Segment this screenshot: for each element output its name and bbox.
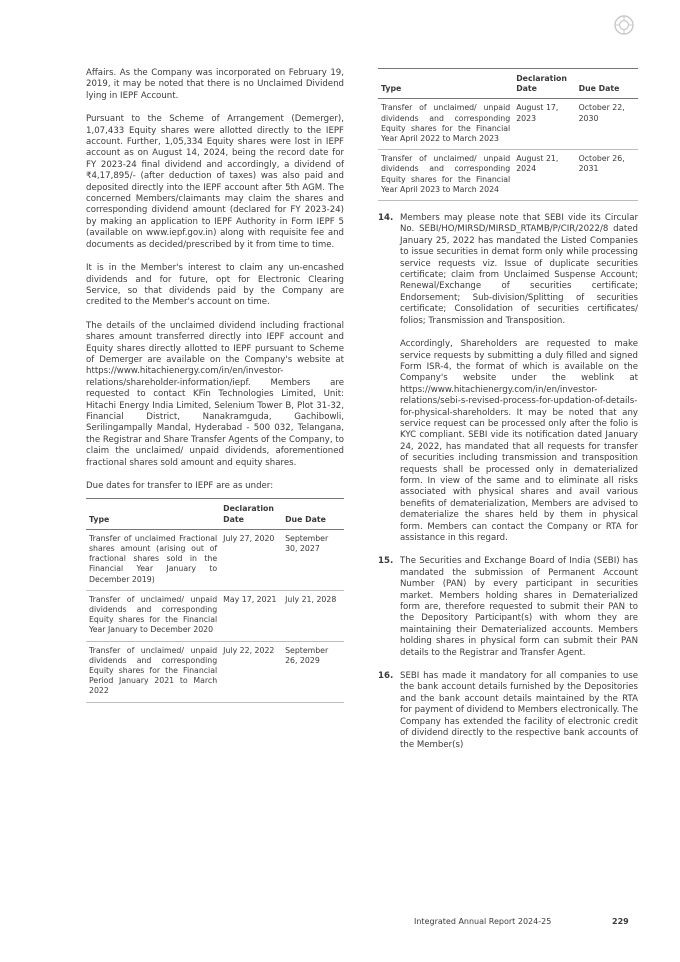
cell-declaration-date: August 21, 2024 xyxy=(513,150,575,201)
paragraph-sebi-demat-circular: Members may please note that SEBI vide its Circular No. SEBI/HO/MIRSD/MIRSD_RTAMB/P/CIR/2022/8 dated January 25, 2022 has mandated the Listed Companies to issue securities in demat form only while processing service requests viz. Issue of duplicate securities certificate; claim from Unclaimed Suspense Account; Renewal/Exchange of securities certificate; Endorsement; Sub-division/Splitting of securities certificate; Consolidation of securities certificates/ folios; Transmission and Transposition. xyxy=(400,213,638,326)
cell-type: Transfer of unclaimed/ unpaid dividends and corresponding Equity shares for the Financial Period January 2021 to March 2022 xyxy=(86,641,220,702)
cell-declaration-date: July 27, 2020 xyxy=(220,529,282,590)
paragraph-service-requests: Accordingly, Shareholders are requested to make service requests by submitting a duly filled and signed Form ISR-4, the format of which is available on the Company's website under the weblink at https://www.hitachienergy.com/in/en/investor-relations/sebi-s-revised-process-for-updation-of-details-for-physical-shareholders. It may be noted that any service request can be processed only after the folio is KYC compliant. SEBI vide its notification dated January 24, 2022, has mandated that all requests for transfer of securities including transmission and transposition requests shall be processed only in dematerialized form. In view of the same and to eliminate all risks associated with physical shares and avail various benefits of dematerialization, Members are advised to dematerialize the shares held by them in physical form. Members can contact the Company or RTA for assistance in this regard. xyxy=(400,339,638,543)
table-row xyxy=(86,641,344,702)
table-header-row xyxy=(86,499,344,529)
table-row xyxy=(378,150,638,201)
cell-type: Transfer of unclaimed/ unpaid dividends and corresponding Equity shares for the Financial Year April 2023 to March 2024 xyxy=(378,150,513,201)
company-emblem-icon xyxy=(613,14,635,36)
header-type: Type xyxy=(86,499,220,529)
paragraph-incorporation: Affairs. As the Company was incorporated on February 19, 2019, it may be noted that there is no Unclaimed Dividend lying in IEPF Account. xyxy=(86,68,344,101)
list-item-16 xyxy=(378,671,638,751)
cell-due-date: October 26, 2031 xyxy=(576,150,638,201)
table-row xyxy=(378,99,638,150)
table-header-row xyxy=(378,69,638,99)
cell-due-date: September 26, 2029 xyxy=(282,641,344,702)
item-number: 14. xyxy=(378,213,394,224)
paragraph-bank-details: SEBI has made it mandatory for all companies to use the bank account details furnished by the Depositories and the bank account details maintained by the RTA for payment of dividend to Members electronically. The Company has extended the facility of electronic credit of dividend directly to the respective bank accounts of the Member(s) xyxy=(400,671,638,750)
paragraph-pan-mandate: The Securities and Exchange Board of India (SEBI) has mandated the submission of Permanent Account Number (PAN) by every participant in securities market. Members holding shares in Dematerialized form are, therefore requested to submit their PAN to the Depository Participant(s) with whom they are maintaining their Dematerialized accounts. Members holding shares in physical form can submit their PAN details to the Registrar and Transfer Agent. xyxy=(400,556,638,658)
cell-due-date: September 30, 2027 xyxy=(282,529,344,590)
table-row xyxy=(86,590,344,641)
item-number: 16. xyxy=(378,671,394,682)
header-due-date: Due Date xyxy=(282,499,344,529)
table-row xyxy=(86,529,344,590)
header-due-date: Due Date xyxy=(576,69,638,99)
due-dates-lead: Due dates for transfer to IEPF are as under: xyxy=(86,481,274,491)
iepf-due-dates-table-2 xyxy=(378,68,638,201)
left-column xyxy=(86,68,344,703)
header-declaration-date: Declaration Date xyxy=(513,69,575,99)
cell-type: Transfer of unclaimed/ unpaid dividends and corresponding Equity shares for the Financial Year April 2022 to March 2023 xyxy=(378,99,513,150)
cell-declaration-date: August 17, 2023 xyxy=(513,99,575,150)
list-item-14 xyxy=(378,213,638,544)
cell-due-date: October 22, 2030 xyxy=(576,99,638,150)
paragraph-unclaimed-details: The details of the unclaimed dividend including fractional shares amount transferred directly into IEPF account and Equity shares directly allotted to IEPF pursuant to Scheme of Demerger are available on the Company's website at https://www.hitachienergy.com/in/en/investor-relations/shareholder-information/iepf. Members are requested to contact KFin Technologies Limited, Unit: Hitachi Energy India Limited, Selenium Tower B, Plot 31-32, Financial District, Nanakramguda, Gachibowli, Serilingampally Mandal, Hyderabad - 500 032, Telangana, the Registrar and Share Transfer Agents of the Company, to claim the unclaimed/ unpaid dividends, aforementioned fractional shares sold amount and equity shares. xyxy=(86,320,344,468)
cell-declaration-date: May 17, 2021 xyxy=(220,590,282,641)
list-item-15 xyxy=(378,556,638,659)
cell-type: Transfer of unclaimed/ unpaid dividends and corresponding Equity shares for the Financial Year January to December 2020 xyxy=(86,590,220,641)
iepf-due-dates-table-1 xyxy=(86,498,344,702)
right-column xyxy=(378,68,638,763)
footer-report-title: Integrated Annual Report 2024-25 xyxy=(414,917,552,926)
cell-type: Transfer of unclaimed Fractional shares amount (arising out of fractional shares sold in the Financial Year January to December 2019) xyxy=(86,529,220,590)
paragraph-ecs: It is in the Member's interest to claim any un-encashed dividends and for future, opt for Electronic Clearing Service, so that dividends paid by the Company are credited to the Member's account on time. xyxy=(86,263,344,308)
header-type: Type xyxy=(378,69,513,99)
paragraph-demerger-shares: Pursuant to the Scheme of Arrangement (Demerger), 1,07,433 Equity shares were allotted directly to the IEPF account. Further, 1,05,334 Equity shares were lost in IEPF account as on August 14, 2024, being the record date for FY 2023-24 final dividend and accordingly, a dividend of ₹4,17,895/- (after deduction of taxes) was also paid and deposited directly into the IEPF account after 5th AGM. The concerned Members/claimants may claim the shares and corresponding dividend amount (declared for FY 2023-24) by making an application to IEPF Authority in Form IEPF 5 (available on www.iepf.gov.in) along with requisite fee and documents as decided/prescribed by it from time to time. xyxy=(86,114,344,250)
cell-declaration-date: July 22, 2022 xyxy=(220,641,282,702)
page-number: 229 xyxy=(612,917,629,926)
cell-due-date: July 21, 2028 xyxy=(282,590,344,641)
header-declaration-date: Declaration Date xyxy=(220,499,282,529)
item-number: 15. xyxy=(378,556,394,567)
